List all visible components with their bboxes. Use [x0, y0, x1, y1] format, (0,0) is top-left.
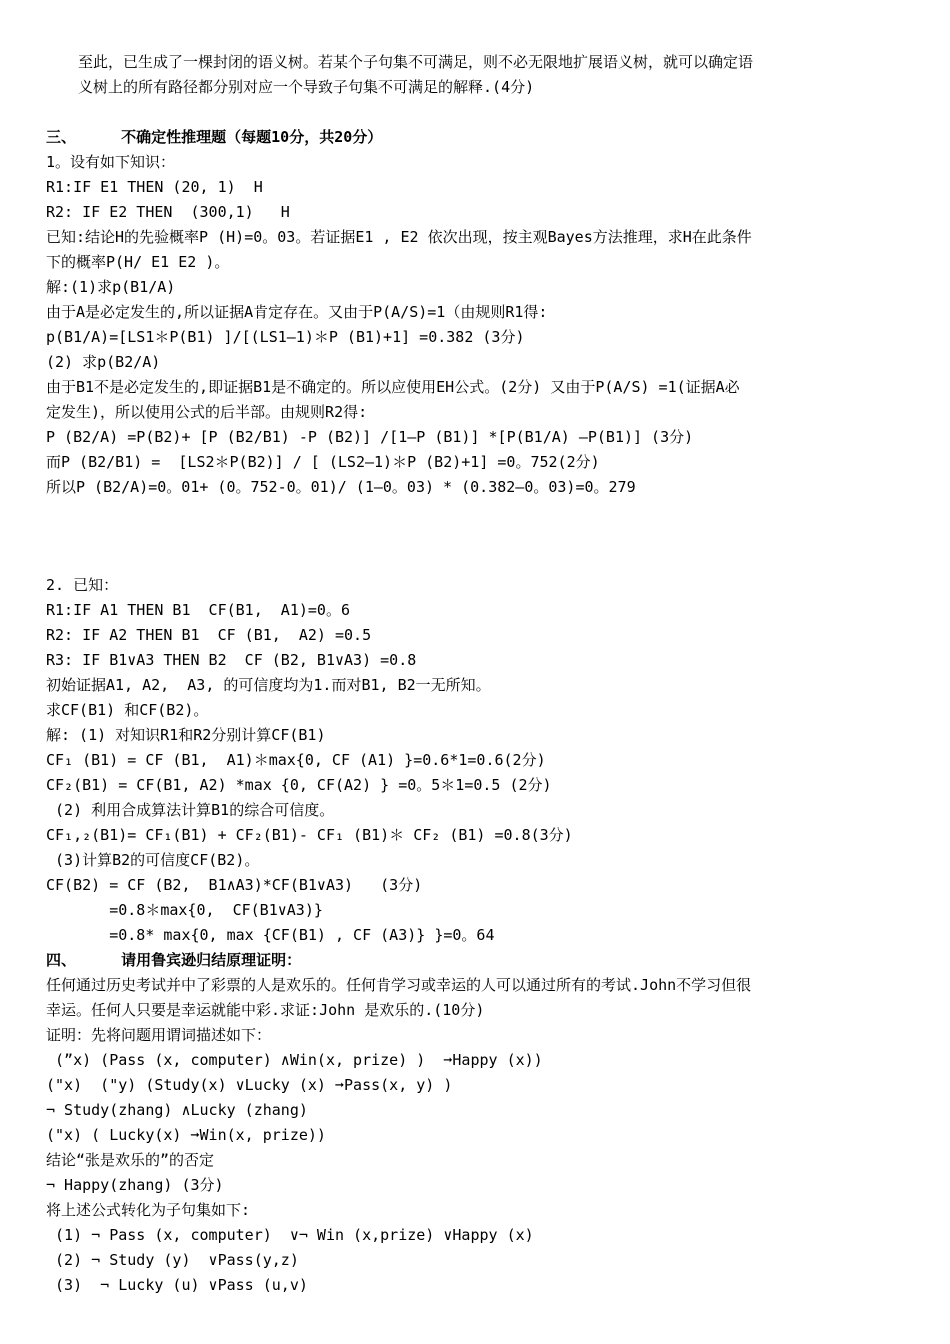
- section-3-heading: 三、 不确定性推理题（每题10分，共20分）: [46, 128, 383, 146]
- q2-line: 初始证据A1, A2, A3, 的可信度均为1.而对B1, B2一无所知。: [46, 676, 491, 694]
- q4-line: (3) ¬ Lucky (u) ∨Pass (u,v): [46, 1276, 308, 1294]
- q1-line: R2: IF E2 THEN (300,1) H: [46, 203, 290, 221]
- q2-line: CF₂(B1) = CF(B1, A2) *max {0, CF(A2) } =0。5＊1=0.5 (2分): [46, 776, 552, 794]
- q4-line: ¬ Study(zhang) ∧Lucky (zhang): [46, 1101, 308, 1119]
- q2-line: 求CF(B1) 和CF(B2)。: [46, 701, 209, 719]
- q2-line: =0.8* max{0, max {CF(B1) , CF (A3)} }=0。64: [46, 926, 495, 944]
- q4-line: (1) ¬ Pass (x, computer) ∨¬ Win (x,prize) ∨Happy (x): [46, 1226, 534, 1244]
- q4-line: 结论“张是欢乐的”的否定: [46, 1151, 215, 1169]
- q4-line: (2) ¬ Study (y) ∨Pass(y,z): [46, 1251, 299, 1269]
- q2-line: CF₁,₂(B1)= CF₁(B1) + CF₂(B1)- CF₁ (B1)＊ CF₂ (B1) =0.8(3分): [46, 826, 573, 844]
- q4-line: 证明：先将问题用谓词描述如下：: [46, 1026, 272, 1044]
- q2-line: CF(B2) = CF (B2, B1∧A3)*CF(B1∨A3) (3分): [46, 876, 423, 894]
- q1-line: 定发生)，所以使用公式的后半部。由规则R2得:: [46, 403, 368, 421]
- q4-line: ("x) ( Lucky(x) ➞Win(x, prize)): [46, 1126, 326, 1144]
- q1-line: p(B1/A)=[LS1＊P(B1) ]/[(LS1—1)＊P (B1)+1] =0.382 (3分): [46, 328, 525, 346]
- q4-line: 将上述公式转化为子句集如下:: [46, 1201, 251, 1219]
- q2-line: 2. 已知：: [46, 576, 119, 594]
- q4-line: 任何通过历史考试并中了彩票的人是欢乐的。任何肯学习或幸运的人可以通过所有的考试.John不学习但很: [46, 976, 752, 994]
- q1-line: 解:(1)求p(B1/A): [46, 278, 176, 296]
- q2-line: R1:IF A1 THEN B1 CF(B1, A1)=0。6: [46, 601, 350, 619]
- q1-line: P (B2/A) =P(B2)+ [P (B2/B1) -P (B2)] /[1—P (B1)] *[P(B1/A) —P(B1)] (3分): [46, 428, 694, 446]
- q1-line: (2) 求p(B2/A): [46, 353, 161, 371]
- q1-line: 下的概率P(H/ E1 E2 )。: [46, 253, 230, 271]
- q2-line: R3: IF B1∨A3 THEN B2 CF (B2, B1∨A3) =0.8: [46, 651, 417, 669]
- q4-line: ("x) ("y) (Study(x) ∨Lucky (x) ➞Pass(x, y) ): [46, 1076, 453, 1094]
- q2-line: =0.8＊max{0, CF(B1∨A3)}: [46, 901, 323, 919]
- q1-line: 所以P (B2/A)=0。01+ (0。752-0。01)/ (1—0。03) * (0.382—0。03)=0。279: [46, 478, 636, 496]
- q1-line: 由于A是必定发生的,所以证据A肯定存在。又由于P(A/S)=1（由规则R1得:: [46, 303, 548, 321]
- q2-line: R2: IF A2 THEN B1 CF (B1, A2) =0.5: [46, 626, 372, 644]
- q2-line: CF₁ (B1) = CF (B1, A1)＊max{0, CF (A1) }=0.6*1=0.6(2分): [46, 751, 546, 769]
- q2-line: (3)计算B2的可信度CF(B2)。: [46, 851, 260, 869]
- q1-line: R1:IF E1 THEN (20, 1) H: [46, 178, 263, 196]
- q1-line: 已知:结论H的先验概率P (H)=0。03。若证据E1 , E2 依次出现，按主观Bayes方法推理，求H在此条件: [46, 228, 752, 246]
- q4-line: ¬ Happy(zhang) (3分): [46, 1176, 224, 1194]
- q1-line: 1。设有如下知识：: [46, 153, 176, 171]
- q2-line: 解: (1) 对知识R1和R2分别计算CF(B1): [46, 726, 326, 744]
- q4-line: (”x) (Pass (x, computer) ∧Win(x, prize) ) ➞Happy (x)): [46, 1051, 543, 1069]
- q1-line: 由于B1不是必定发生的,即证据B1是不确定的。所以应使用EH公式。(2分) 又由于P(A/S) =1(证据A必: [46, 378, 740, 396]
- q1-line: 而P (B2/B1) = [LS2＊P(B2)] / [ (LS2—1)＊P (B2)+1] =0。752(2分): [46, 453, 600, 471]
- intro-line-2: 义树上的所有路径都分别对应一个导致子句集不可满足的解释.(4分): [78, 78, 535, 96]
- q4-line: 幸运。任何人只要是幸运就能中彩.求证:John 是欢乐的.(10分): [46, 1001, 485, 1019]
- intro-line-1: 至此，已生成了一棵封闭的语义树。若某个子句集不可满足，则不必无限地扩展语义树，就可以确定语: [78, 53, 754, 71]
- section-4-heading: 四、 请用鲁宾逊归结原理证明：: [46, 951, 302, 969]
- q2-line: (2) 利用合成算法计算B1的综合可信度。: [46, 801, 335, 819]
